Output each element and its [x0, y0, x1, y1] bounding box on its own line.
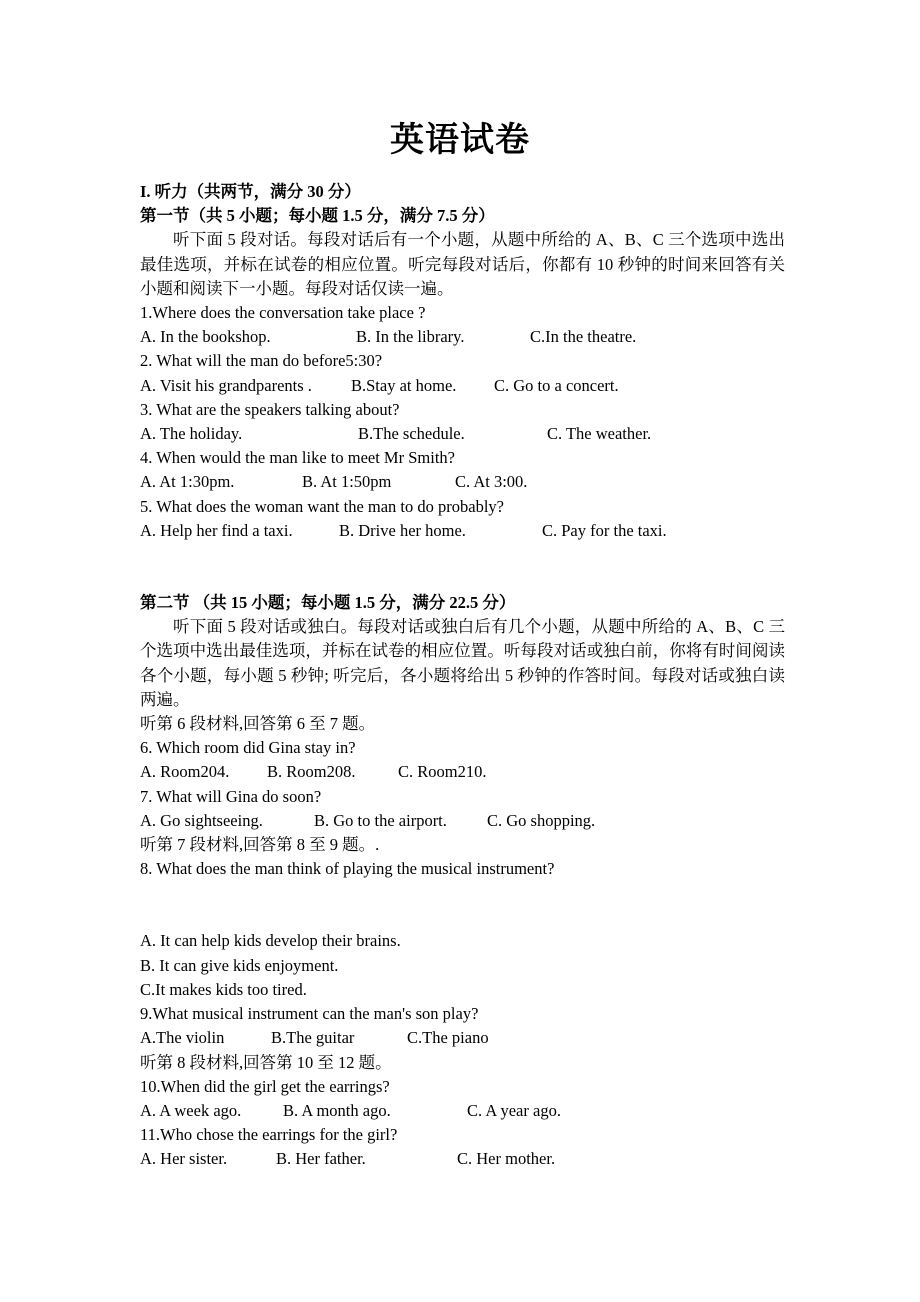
question-8: 8. What does the man think of playing the musical instrument? — [140, 859, 555, 879]
question-9: 9.What musical instrument can the man's son play? — [140, 1004, 479, 1024]
part-heading: I. 听力（共两节，满分 30 分） — [140, 182, 361, 201]
option-c: C. Her mother. — [457, 1149, 556, 1169]
question-2: 2. What will the man do before5:30? — [140, 351, 383, 371]
question-4: 4. When would the man like to meet Mr Smith? — [140, 448, 455, 468]
option-c: C. At 3:00. — [455, 472, 528, 492]
option-c: C. Go shopping. — [487, 810, 596, 830]
option-a: A. It can help kids develop their brains. — [140, 931, 401, 951]
option-b: B. Drive her home. — [339, 520, 466, 540]
section1-heading: 第一节（共 5 小题；每小题 1.5 分，满分 7.5 分） — [140, 206, 495, 226]
option-c: C. The weather. — [547, 424, 652, 444]
section2-heading: 第二节 （共 15 小题；每小题 1.5 分，满分 22.5 分） — [140, 593, 516, 613]
question-10: 10.When did the girl get the earrings? — [140, 1076, 390, 1096]
option-b: B.The schedule. — [358, 424, 465, 444]
option-a: A. Her sister. — [140, 1149, 228, 1169]
option-c: C. Pay for the taxi. — [542, 520, 667, 540]
option-b: B. A month ago. — [283, 1100, 391, 1120]
question-5-options — [140, 519, 785, 543]
question-7: 7. What will Gina do soon? — [140, 786, 322, 806]
question-4-options — [140, 470, 785, 494]
option-a: A. Help her find a taxi. — [140, 520, 293, 540]
option-a: A. A week ago. — [140, 1100, 242, 1120]
option-b: B.Stay at home. — [351, 375, 457, 395]
option-b: B. At 1:50pm — [302, 472, 392, 492]
question-7-options — [140, 809, 785, 833]
option-a: A. At 1:30pm. — [140, 472, 235, 492]
option-c: C. Go to a concert. — [494, 375, 619, 395]
option-b: B. Go to the airport. — [314, 810, 447, 830]
option-a: A. In the bookshop. — [140, 327, 271, 347]
option-a: A. Room204. — [140, 762, 230, 782]
material-6-note: 听第 6 段材料,回答第 6 至 7 题。 — [140, 714, 376, 734]
question-6-options — [140, 760, 785, 784]
option-b: B. In the library. — [356, 327, 465, 347]
option-b: B.The guitar — [271, 1028, 355, 1048]
section1-instructions: 听下面 5 段对话。每段对话后有一个小题，从题中所给的 A、B、C 三个选项中选出最佳选项，并标在试卷的相应位置。听完每段对话后，你都有 10 秒钟的时间来回答有关小题和阅读下一小题。每段对话仅读一遍。 — [140, 230, 785, 298]
question-9-options — [140, 1026, 785, 1050]
question-3-options — [140, 422, 785, 446]
section2-instructions: 听下面 5 段对话或独白。每段对话或独白后有几个小题，从题中所给的 A、B、C 三个选项中选出最佳选项，并标在试卷的相应位置。听每段对话或独白前，你将有时间阅读各个小题，每小题 5 秒钟; 听完后，各小题将给出 5 秒钟的作答时间。每段对话或独白读两遍。 — [140, 617, 785, 709]
question-6: 6. Which room did Gina stay in? — [140, 738, 356, 758]
exam-content — [140, 180, 785, 1172]
material-7-note: 听第 7 段材料,回答第 8 至 9 题。. — [140, 835, 380, 855]
option-b: B. It can give kids enjoyment. — [140, 955, 339, 975]
question-3: 3. What are the speakers talking about? — [140, 399, 400, 419]
option-c: C.It makes kids too tired. — [140, 979, 307, 999]
option-a: A. Visit his grandparents . — [140, 375, 312, 395]
option-a: A. Go sightseeing. — [140, 810, 263, 830]
question-5: 5. What does the woman want the man to do probably? — [140, 496, 504, 516]
option-b: B. Her father. — [276, 1149, 366, 1169]
option-a: A. The holiday. — [140, 424, 243, 444]
question-11: 11.Who chose the earrings for the girl? — [140, 1125, 398, 1145]
option-c: C. Room210. — [398, 762, 487, 782]
question-1: 1.Where does the conversation take place ? — [140, 303, 426, 323]
question-1-options — [140, 325, 785, 349]
option-a: A.The violin — [140, 1028, 225, 1048]
question-10-options — [140, 1099, 785, 1123]
question-2-options — [140, 374, 785, 398]
page-title: 英语试卷 — [390, 122, 530, 159]
question-11-options — [140, 1147, 785, 1171]
option-c: C.In the theatre. — [530, 327, 637, 347]
option-c: C. A year ago. — [467, 1100, 561, 1120]
option-b: B. Room208. — [267, 762, 356, 782]
option-c: C.The piano — [407, 1028, 489, 1048]
material-8-note: 听第 8 段材料,回答第 10 至 12 题。 — [140, 1052, 392, 1072]
